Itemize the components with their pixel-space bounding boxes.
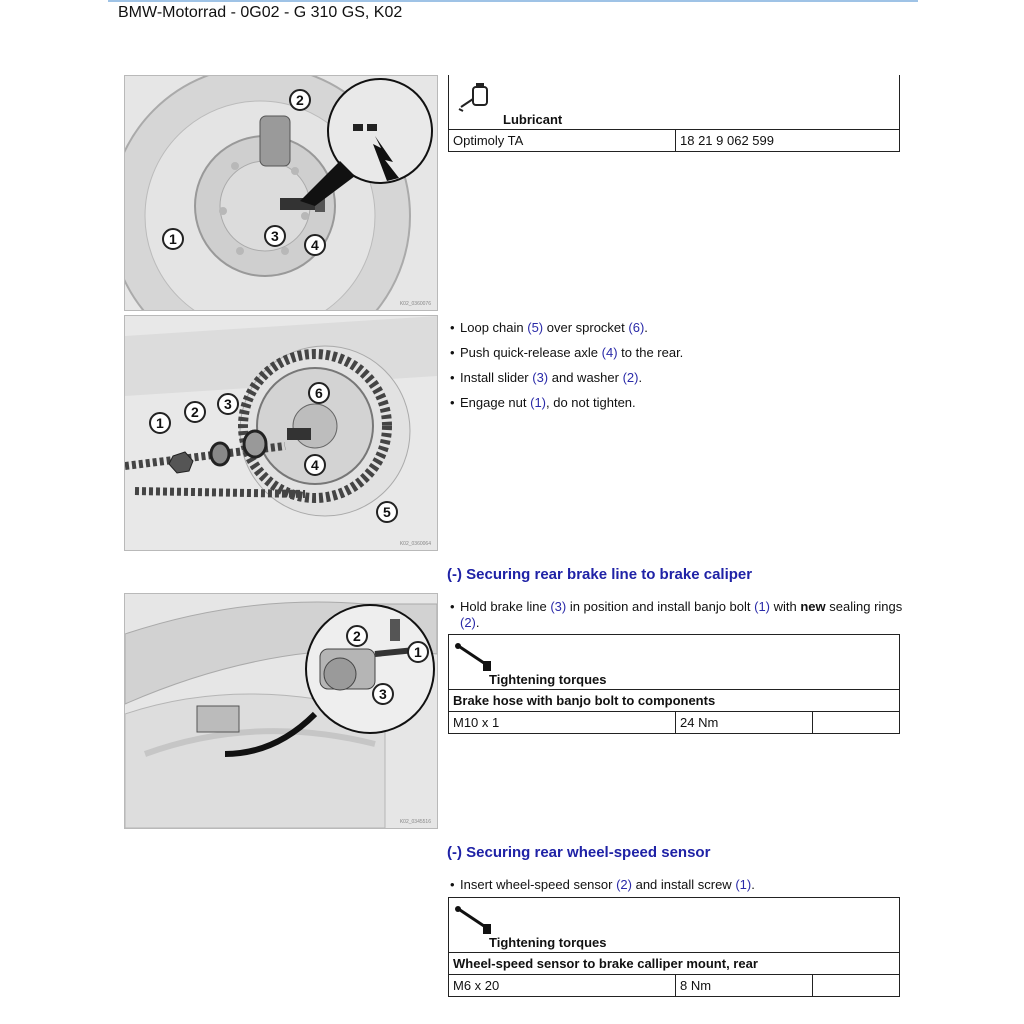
list-item: • Install slider (3) and washer (2). [448, 370, 908, 386]
sensor-torque-table [448, 897, 900, 997]
ref-link[interactable]: (3) [550, 599, 567, 614]
torque-value: 24 Nm [676, 712, 813, 734]
sensor-section-heading: (-) Securing rear wheel-speed sensor [447, 844, 711, 861]
list-item: • Push quick-release axle (4) to the rear. [448, 345, 908, 361]
svg-text:6: 6 [315, 385, 323, 401]
figure-brake-caliper [124, 593, 438, 829]
brake-torque-table [448, 634, 900, 734]
figure-rear-wheel-brake [124, 75, 438, 311]
ref-link[interactable]: (2) [622, 370, 639, 385]
svg-text:2: 2 [191, 404, 199, 420]
ref-link[interactable]: (1) [530, 395, 547, 410]
torque-header-label: Tightening torques [489, 935, 607, 950]
header-accent-line [108, 0, 918, 2]
list-item: • Insert wheel-speed sensor (2) and install screw (1). [448, 877, 903, 893]
torque-wrench-icon [453, 641, 493, 671]
chain-steps-list [448, 320, 908, 420]
ref-link[interactable]: (2) [460, 615, 476, 630]
table-row [449, 712, 900, 734]
svg-text:2: 2 [353, 628, 361, 644]
svg-text:2: 2 [296, 92, 304, 108]
torque-header-label: Tightening torques [489, 672, 607, 687]
figure-code: K02_0345516 [399, 819, 431, 825]
torque-value: 8 Nm [676, 975, 813, 997]
brake-section-heading: (-) Securing rear brake line to brake caliper [447, 566, 753, 583]
svg-text:5: 5 [383, 504, 391, 520]
lubricant-table [448, 75, 900, 152]
torque-table-header [449, 635, 900, 690]
ref-link[interactable]: (2) [616, 877, 632, 892]
figure-code: K02_0360064 [399, 541, 431, 547]
figure-rear-wheel-brake-drawing [125, 76, 437, 310]
ref-link[interactable]: (3) [532, 370, 549, 385]
list-item: • Engage nut (1), do not tighten. [448, 395, 908, 411]
oil-can-icon [455, 81, 495, 117]
torque-thread: M10 x 1 [449, 712, 676, 734]
svg-text:3: 3 [271, 228, 279, 244]
figure-chain-sprocket-drawing [125, 316, 437, 550]
torque-thread: M6 x 20 [449, 975, 676, 997]
svg-text:1: 1 [156, 415, 164, 431]
list-item: • Hold brake line (3) in position and install banjo bolt (1) with new sealing rings (2). [448, 599, 903, 631]
table-row [449, 130, 900, 152]
lubricant-name: Optimoly TA [449, 130, 676, 152]
lubricant-table-header [449, 75, 900, 130]
svg-text:1: 1 [414, 644, 422, 660]
svg-text:3: 3 [379, 686, 387, 702]
svg-text:3: 3 [224, 396, 232, 412]
lubricant-part-number: 18 21 9 062 599 [676, 130, 900, 152]
list-item: • Loop chain (5) over sprocket (6). [448, 320, 908, 336]
table-row [449, 975, 900, 997]
torque-title-row [449, 953, 900, 975]
torque-title: Brake hose with banjo bolt to components [449, 690, 900, 712]
lubricant-header-label: Lubricant [503, 112, 563, 127]
torque-note [813, 975, 900, 997]
ref-link[interactable]: (5) [527, 320, 544, 335]
document-title: BMW-Motorrad - 0G02 - G 310 GS, K02 [118, 4, 403, 21]
figure-code: K02_0360076 [399, 301, 431, 307]
svg-text:1: 1 [169, 231, 177, 247]
ref-link[interactable]: (1) [735, 877, 752, 892]
torque-note [813, 712, 900, 734]
torque-table-header [449, 898, 900, 953]
ref-link[interactable]: (1) [754, 599, 771, 614]
ref-link[interactable]: (6) [628, 320, 645, 335]
ref-link[interactable]: (4) [601, 345, 618, 360]
torque-wrench-icon [453, 904, 493, 934]
torque-title: Wheel-speed sensor to brake calliper mount, rear [449, 953, 900, 975]
svg-text:4: 4 [311, 457, 319, 473]
figure-brake-caliper-drawing [125, 594, 437, 828]
svg-text:4: 4 [311, 237, 319, 253]
figure-chain-sprocket [124, 315, 438, 551]
torque-title-row [449, 690, 900, 712]
